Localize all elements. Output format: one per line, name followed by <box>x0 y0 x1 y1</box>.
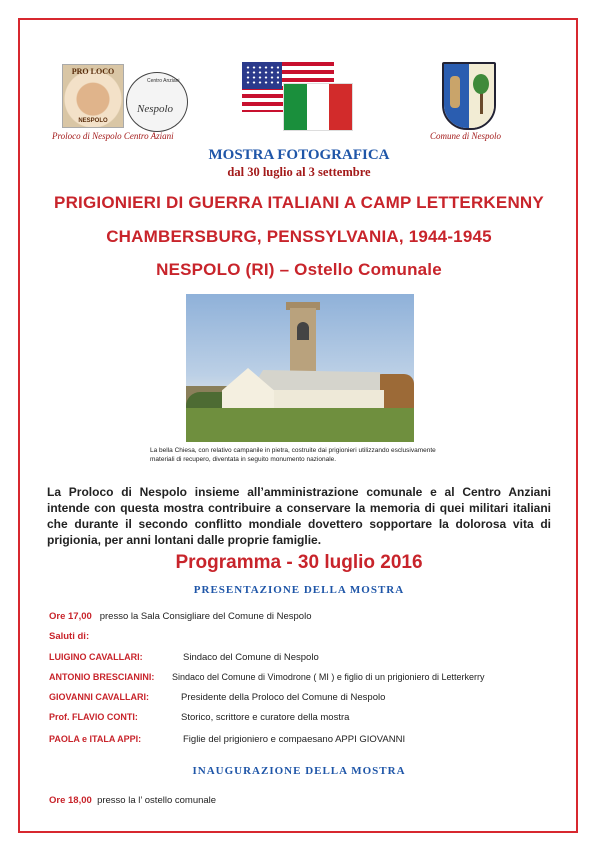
proloco-logo-sub: NESPOLO <box>78 118 108 124</box>
speaker-role: Storico, scrittore e curatore della mostra <box>181 712 350 723</box>
time-2: Ore 18,00 <box>49 795 92 806</box>
church-photo <box>186 294 414 442</box>
photo-caption: La bella Chiesa, con relativo campanile in pietra, costruite dai prigionieri utilizzando esclusivamente materiali di recupero, diventata in seguito monumento nazionale. <box>150 447 436 463</box>
comune-caption: Comune di Nespolo <box>430 131 501 141</box>
speaker-role: Sindaco del Comune di Vimodrone ( MI ) e figlio di un prigioniero di Letterkerry <box>172 672 485 682</box>
anziani-logo-sub: Nespolo <box>137 103 174 115</box>
presentazione-heading: PRESENTAZIONE DELLA MOSTRA <box>193 584 405 596</box>
time-1: Ore 17,00 <box>49 611 92 622</box>
mostra-heading: MOSTRA FOTOGRAFICA <box>208 147 390 163</box>
speaker-role: Figlie del prigioniero e compaesano APPI GIOVANNI <box>183 734 406 745</box>
speaker-name: GIOVANNI CAVALLARI: <box>49 692 149 702</box>
inaugurazione-heading: INAUGURAZIONE DELLA MOSTRA <box>192 765 406 777</box>
saluti-label: Saluti di: <box>49 631 90 642</box>
schedule-line-2 <box>49 795 216 806</box>
schedule-line-1 <box>49 611 311 622</box>
speaker-name: PAOLA e ITALA APPI: <box>49 734 142 744</box>
place-1: presso la Sala Consigliare del Comune di Nespolo <box>99 611 312 622</box>
title-line-3: NESPOLO (RI) – Ostello Comunale <box>156 260 442 279</box>
title-line-2: CHAMBERSBURG, PENSSYLVANIA, 1944-1945 <box>106 227 492 246</box>
speaker-name: Prof. FLAVIO CONTI: <box>49 712 138 722</box>
anziani-logo-text: Centro Anziani <box>147 78 180 84</box>
exhibition-dates: dal 30 luglio al 3 settembre <box>227 165 371 179</box>
italy-flag-icon <box>284 84 352 130</box>
logos-caption-left: Proloco di Nespolo Centro Aziani <box>52 131 174 141</box>
proloco-logo-text: PRO LOCO <box>71 67 115 76</box>
speaker-role: Presidente della Proloco del Comune di Nespolo <box>181 692 386 703</box>
speaker-name: LUIGINO CAVALLARI: <box>49 652 143 662</box>
proloco-logo <box>62 64 124 128</box>
programma-title: Programma - 30 luglio 2016 <box>175 552 423 573</box>
title-line-1: PRIGIONIERI DI GUERRA ITALIANI A CAMP LETTERKENNY <box>54 193 544 212</box>
speaker-name: ANTONIO BRESCIANINI: <box>49 672 155 682</box>
speaker-role: Sindaco del Comune di Nespolo <box>183 652 319 663</box>
intro-paragraph: La Proloco di Nespolo insieme all’amministrazione comunale e al Centro Anziani intende con questa mostra contribuire a conservare la memoria di quei militari italiani che durante il secondo conflitto mondiale dovettero sopportare la dolorosa vita di prigionia, per anni lontani dalle proprie famiglie. <box>47 485 551 547</box>
coat-of-arms-icon <box>442 62 496 130</box>
centro-anziani-logo <box>126 72 188 132</box>
place-2: presso la l’ ostello comunale <box>97 795 217 806</box>
